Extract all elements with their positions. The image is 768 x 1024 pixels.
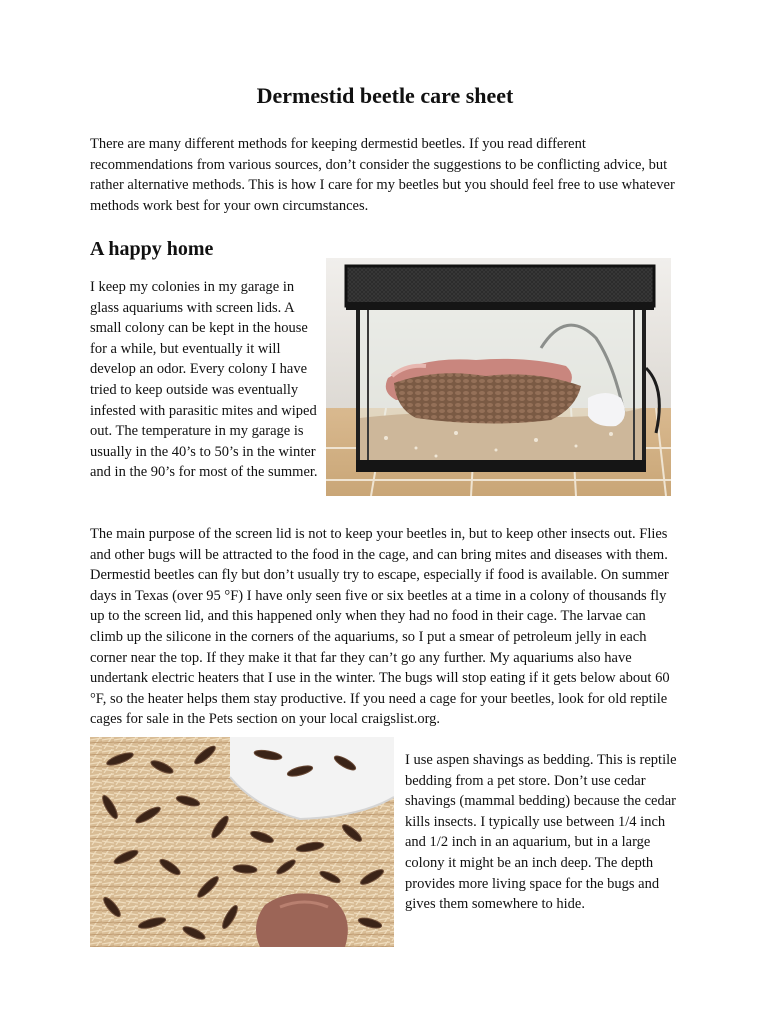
- home-text: I keep my colonies in my garage in glass aquariums with screen lids. A small colony can be kept in the house for a while, but eventually it will develop an odor. Every colony I have tried to keep outside was eventually infested with parasitic mites and wiped out. The temperature in my garage is usually in the 40’s to 50’s in the winter and in the 90’s for most of the summer.: [90, 279, 318, 481]
- intro-text: There are many different methods for keeping dermestid beetles. If you read different recommendations from various sources, don’t consider the suggestions to be conflicting advice, but rather alternative methods. This is how I care for my beetles but you should feel free to use whatever methods work best for your own circumstances.: [90, 136, 675, 214]
- lid-text: The main purpose of the screen lid is not to keep your beetles in, but to keep other insects out. Flies and other bugs will be attracted to the food in the cage, and can bring mites and diseases with them. Dermestid beetles can fly but don’t usually try to escape, especially if food is available. On summer days in Texas (over 95 °F) I have only seen five or six beetles at a time in a colony of thousands fly up to the screen lid, and this happened only when they had no food in their cage. The larvae can climb up the silicone in the corners of the aquariums, so I put a smear of petroleum jelly in each corner near the top. If they make it that far they can’t go any further. My aquariums also have undertank electric heaters that I use in the winter. The bugs will stop eating if it gets below about 60 °F, so the heater helps them stay productive. If you need a cage for your beetles, look for old reptile cages for sale in the Pets section on your local craigslist.org.: [90, 526, 670, 728]
- bedding-larvae-photo: [90, 737, 394, 947]
- aquarium-photo: [326, 258, 671, 496]
- intro-paragraph: [90, 134, 680, 216]
- bedding-paragraph: [405, 750, 680, 915]
- lid-paragraph: [90, 524, 680, 730]
- section-heading: A happy home: [90, 238, 214, 260]
- page-title: Dermestid beetle care sheet: [256, 83, 514, 108]
- home-paragraph: [90, 277, 322, 483]
- bedding-text: I use aspen shavings as bedding. This is reptile bedding from a pet store. Don’t use cedar shavings (mammal bedding) because the cedar kills insects. I typically use between 1/4 inch and 1/2 inch in an aquarium, but in a large colony it might be an inch deep. The depth provides more living space for the bugs and gives them somewhere to hide.: [405, 752, 677, 913]
